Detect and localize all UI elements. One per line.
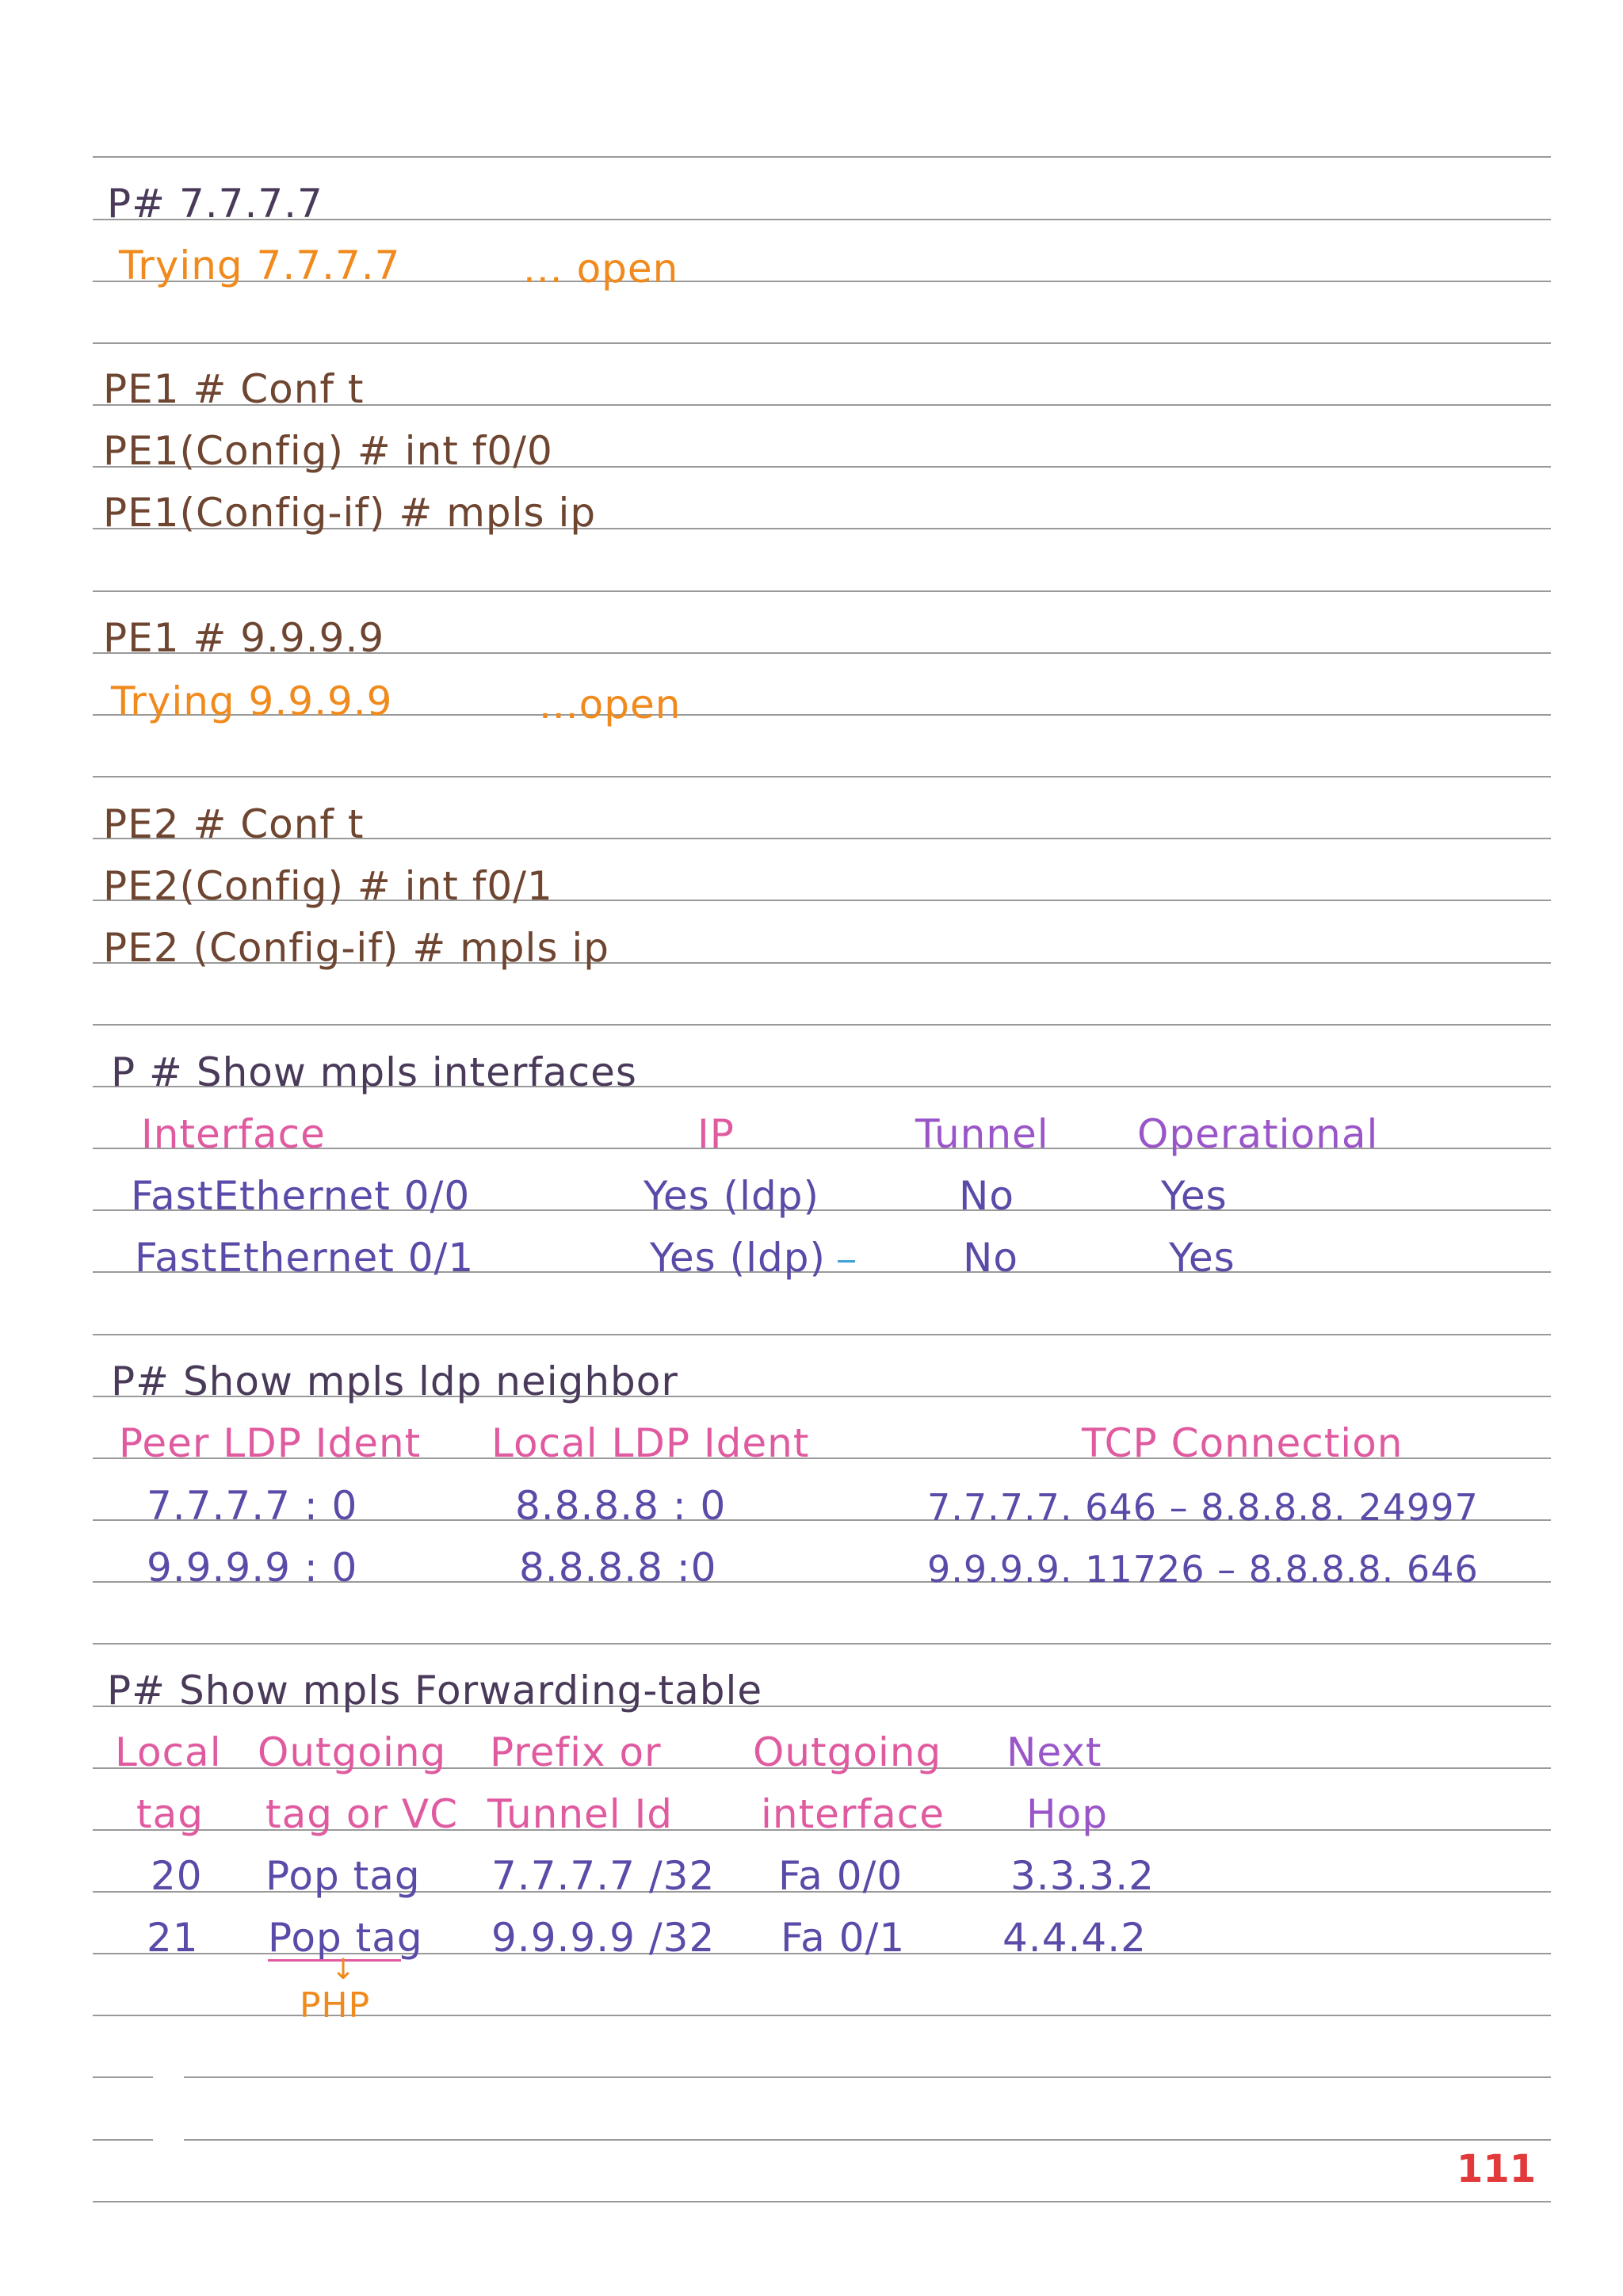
mpls-interface-row-1-ip: Yes (ldp) (643, 1173, 819, 1219)
forwarding-header-outgoing-tag-1: Outgoing (258, 1729, 447, 1775)
ldp-neighbor-header-peer: Peer LDP Ident (119, 1420, 422, 1466)
forwarding-table-command: P# Show mpls Forwarding-table (107, 1668, 763, 1713)
ruled-line (93, 590, 1551, 592)
mpls-interfaces-header-ip: IP (697, 1111, 735, 1157)
ldp-neighbor-row-2-tcp: 9.9.9.9. 11726 – 8.8.8.8. 646 (927, 1548, 1479, 1591)
forwarding-row-1-local-tag: 20 (151, 1853, 203, 1899)
mpls-interface-row-1-tunnel: No (959, 1173, 1014, 1219)
ruled-line (184, 2139, 1551, 2141)
page-number: 111 (1457, 2147, 1537, 2191)
mpls-interface-row-2-operational: Yes (1169, 1235, 1235, 1281)
pe2-config-line-3: PE2 (Config-if) # mpls ip (103, 925, 610, 971)
mpls-interface-row-2-interface: FastEthernet 0/1 (135, 1235, 475, 1281)
telnet-p-open: ... open (523, 246, 679, 292)
forwarding-header-prefix-1: Prefix or (490, 1729, 662, 1775)
mpls-interfaces-header-operational: Operational (1137, 1111, 1379, 1157)
pe1-config-line-3: PE1(Config-if) # mpls ip (103, 490, 597, 536)
ldp-neighbor-command: P# Show mpls ldp neighbor (111, 1358, 678, 1404)
forwarding-row-2-outgoing-tag: Pop tag (268, 1915, 423, 1961)
ldp-neighbor-row-1-tcp: 7.7.7.7. 646 – 8.8.8.8. 24997 (927, 1486, 1479, 1529)
telnet-pe1-open: ...open (539, 682, 682, 728)
ldp-neighbor-header-tcp: TCP Connection (1082, 1420, 1403, 1466)
ldp-neighbor-header-local: Local LDP Ident (491, 1420, 810, 1466)
ruled-line (93, 1643, 1551, 1645)
forwarding-row-1-outgoing-tag: Pop tag (265, 1853, 421, 1899)
ruled-line (93, 2201, 1551, 2202)
pe2-config-line-2: PE2(Config) # int f0/1 (103, 863, 553, 909)
ldp-neighbor-row-2-peer: 9.9.9.9 : 0 (147, 1545, 358, 1591)
telnet-pe1-trying: Trying 9.9.9.9 (111, 678, 393, 724)
ruled-line (93, 776, 1551, 777)
ruled-line (93, 1334, 1551, 1335)
ruled-line (93, 342, 1551, 344)
ldp-neighbor-row-1-local: 8.8.8.8 : 0 (515, 1483, 727, 1529)
pe1-config-line-2: PE1(Config) # int f0/0 (103, 428, 553, 474)
mpls-interfaces-header-interface: Interface (141, 1111, 326, 1157)
mpls-interface-row-1-operational: Yes (1161, 1173, 1228, 1219)
php-note: PHP (300, 1985, 371, 2026)
forwarding-row-2-prefix: 9.9.9.9 /32 (491, 1915, 716, 1961)
forwarding-row-2-local-tag: 21 (147, 1915, 199, 1961)
mpls-interface-row-2-ip: Yes (ldp) (650, 1235, 826, 1281)
pen-mark (838, 1260, 855, 1263)
pe1-config-line-1: PE1 # Conf t (103, 366, 365, 412)
forwarding-header-next-1: Next (1006, 1729, 1102, 1775)
mpls-interface-row-1-interface: FastEthernet 0/0 (131, 1173, 471, 1219)
ruled-line (93, 2139, 153, 2141)
forwarding-row-2-interface: Fa 0/1 (781, 1915, 906, 1961)
forwarding-row-2-next-hop: 4.4.4.2 (1002, 1915, 1147, 1961)
ruled-line (93, 156, 1551, 158)
forwarding-header-local-1: Local (115, 1729, 222, 1775)
mpls-interface-row-2-tunnel: No (963, 1235, 1018, 1281)
forwarding-row-1-interface: Fa 0/0 (778, 1853, 903, 1899)
forwarding-header-local-2: tag (136, 1791, 204, 1837)
forwarding-header-prefix-2: Tunnel Id (487, 1791, 674, 1837)
telnet-p-trying: Trying 7.7.7.7 (119, 243, 401, 288)
ruled-line (184, 2076, 1551, 2078)
forwarding-header-outgoing-if-1: Outgoing (753, 1729, 942, 1775)
ruled-line (93, 2076, 153, 2078)
forwarding-row-1-next-hop: 3.3.3.2 (1010, 1853, 1155, 1899)
ldp-neighbor-row-1-peer: 7.7.7.7 : 0 (147, 1483, 358, 1529)
telnet-pe1-command: PE1 # 9.9.9.9 (103, 615, 385, 661)
mpls-interfaces-header-tunnel: Tunnel (915, 1111, 1049, 1157)
mpls-interfaces-command: P # Show mpls interfaces (111, 1049, 637, 1095)
down-arrow-icon: ↓ (331, 1954, 356, 1986)
forwarding-header-next-2: Hop (1026, 1791, 1108, 1837)
ruled-line (93, 1024, 1551, 1026)
forwarding-header-outgoing-tag-2: tag or VC (265, 1791, 459, 1837)
pe2-config-line-1: PE2 # Conf t (103, 801, 365, 847)
forwarding-row-1-prefix: 7.7.7.7 /32 (491, 1853, 716, 1899)
telnet-p-command: P# 7.7.7.7 (107, 181, 323, 227)
ldp-neighbor-row-2-local: 8.8.8.8 :0 (519, 1545, 717, 1591)
forwarding-header-outgoing-if-2: interface (761, 1791, 945, 1837)
